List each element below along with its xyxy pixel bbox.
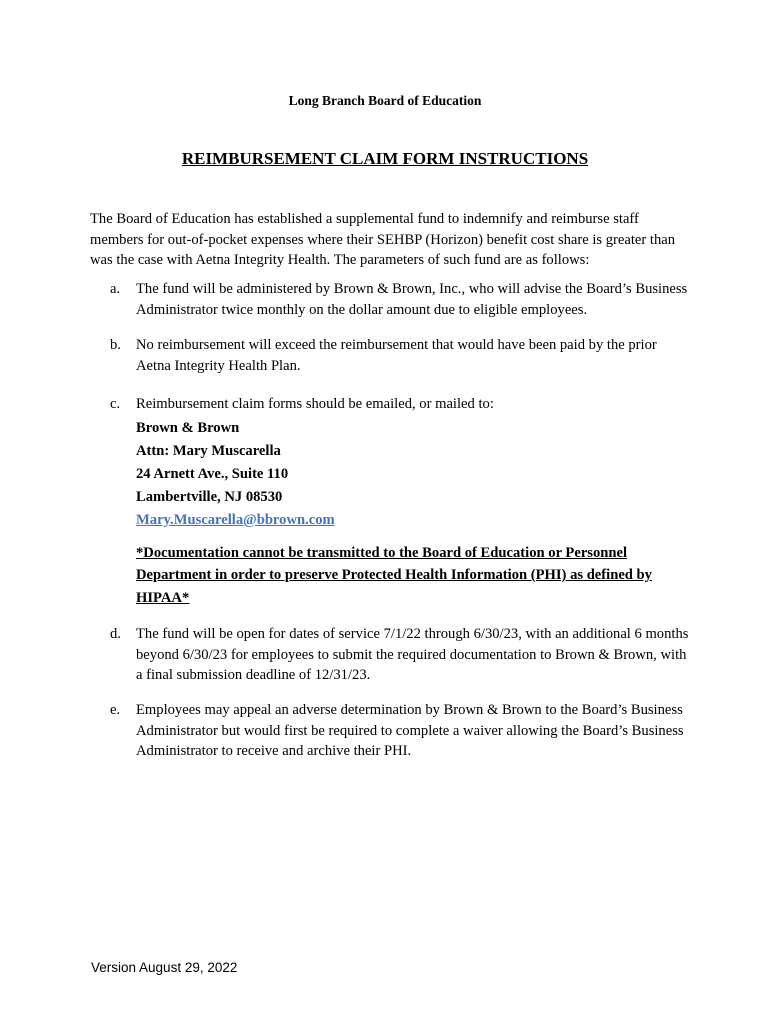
phi-notice: *Documentation cannot be transmitted to the Board of Education or Personnel Department in order to preserve Protected Health Information (PHI) as defined by HIPAA*: [136, 544, 652, 606]
form-title: REIMBURSEMENT CLAIM FORM INSTRUCTIONS: [181, 149, 589, 168]
address-company: Brown & Brown: [136, 419, 240, 436]
version-footer: Version August 29, 2022: [91, 960, 238, 975]
list-item-text: Employees may appeal an adverse determination by Brown & Brown to the Board’s Business Administrator but would first be required to complete a waiver allowing the Board’s Business Administrator to receive and archive their PHI.: [136, 702, 684, 759]
address-street: 24 Arnett Ave., Suite 110: [136, 465, 289, 482]
list-item-e: [110, 700, 690, 762]
list-marker: b.: [110, 337, 121, 353]
list-item-text: Reimbursement claim forms should be emailed, or mailed to:: [136, 396, 494, 412]
address-attn: Attn: Mary Muscarella: [136, 442, 281, 459]
list-marker: d.: [110, 626, 121, 642]
list-marker: e.: [110, 702, 121, 718]
list-item-c: [110, 394, 690, 609]
list-item-b: [110, 335, 690, 376]
list-item-text: The fund will be administered by Brown & Brown, Inc., who will advise the Board’s Business Administrator twice monthly on the dollar amount due to eligible employees.: [136, 281, 688, 318]
list-item-a: [110, 279, 690, 320]
organization-name: Long Branch Board of Education: [288, 93, 482, 108]
intro-paragraph: The Board of Education has established a supplemental fund to indemnify and reimburse staff members for out-of-pocket expenses where their SEHBP (Horizon) benefit cost share is greater than was the case with Aetna Integrity Health. The parameters of such fund are as follows:: [90, 211, 676, 268]
list-item-text: No reimbursement will exceed the reimbursement that would have been paid by the prior Aetna Integrity Health Plan.: [136, 337, 657, 374]
list-item-text: The fund will be open for dates of service 7/1/22 through 6/30/23, with an additional 6 months beyond 6/30/23 for employees to submit the required documentation to Brown & Brown, with a final submission deadline of 12/31/23.: [136, 626, 689, 683]
list-marker: a.: [110, 281, 121, 297]
list-marker: c.: [110, 396, 121, 412]
mailing-address: [136, 417, 690, 532]
list-item-d: [110, 624, 690, 686]
email-link[interactable]: Mary.Muscarella@bbrown.com: [136, 511, 335, 528]
address-city: Lambertville, NJ 08530: [136, 488, 283, 505]
